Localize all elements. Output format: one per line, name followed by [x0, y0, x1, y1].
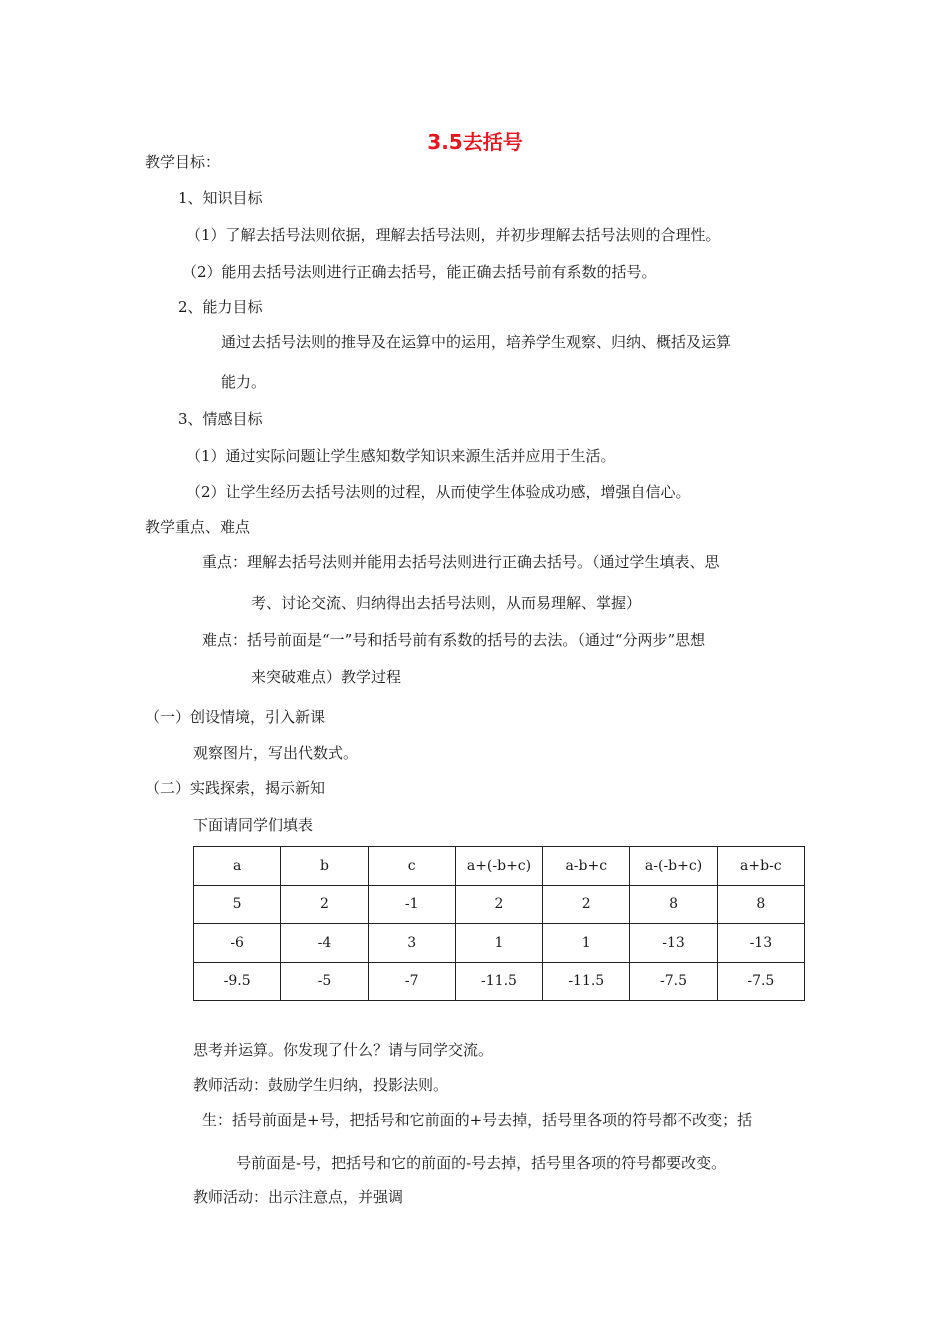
table-cell: -7	[368, 962, 455, 1001]
table-cell: -1	[368, 885, 455, 924]
table-cell: -7.5	[630, 962, 717, 1001]
ability-goal-text: 通过去括号法则的推导及在运算中的运用，培养学生观察、归纳、概括及运算	[221, 333, 732, 351]
difficult-point-text-continued: 来突破难点）教学过程	[251, 668, 402, 686]
table-row	[194, 924, 805, 963]
knowledge-goal-item: （1）了解去括号法则依据，理解去括号法则，并初步理解去括号法则的合理性。	[186, 226, 721, 244]
table-cell: 2	[543, 885, 630, 924]
table-header-cell: a-(-b+c)	[630, 847, 717, 886]
teacher-activity: 教师活动：出示注意点，并强调	[193, 1188, 404, 1206]
student-rule-text: 生：括号前面是+号，把括号和它前面的+号去掉，括号里各项的符号都不改变；括	[202, 1111, 753, 1129]
emotion-goal-item: （1）通过实际问题让学生感知数学知识来源生活并应用于生活。	[186, 447, 616, 465]
table-cell: -13	[630, 924, 717, 963]
fill-in-table	[193, 846, 805, 1001]
table-row	[194, 885, 805, 924]
page-title: 3.5去括号	[427, 130, 523, 154]
table-header-cell: a-b+c	[543, 847, 630, 886]
table-row	[194, 962, 805, 1001]
ability-goal-text-continued: 能力。	[221, 373, 267, 391]
emotion-goal-item: （2）让学生经历去括号法则的过程，从而使学生体验成功感，增强自信心。	[186, 483, 691, 501]
teacher-activity: 教师活动：鼓励学生归纳，投影法则。	[193, 1076, 449, 1094]
key-point-text: 重点：理解去括号法则并能用去括号法则进行正确去括号。（通过学生填表、思	[202, 553, 720, 571]
table-cell: -6	[194, 924, 281, 963]
table-cell: -11.5	[543, 962, 630, 1001]
ability-goal-heading: 2、能力目标	[178, 298, 263, 316]
emotion-goal-heading: 3、情感目标	[178, 410, 263, 428]
table-cell: 1	[455, 924, 542, 963]
section2-text: 下面请同学们填表	[193, 816, 314, 834]
table-cell: 3	[368, 924, 455, 963]
table-cell: 8	[630, 885, 717, 924]
difficult-point-text: 难点：括号前面是“一”号和括号前有系数的括号的去法。（通过“分两步”思想	[202, 631, 706, 649]
table-cell: 5	[194, 885, 281, 924]
table-cell: -13	[717, 924, 804, 963]
table-cell: -9.5	[194, 962, 281, 1001]
table-cell: 2	[281, 885, 368, 924]
knowledge-goal-heading: 1、知识目标	[178, 189, 263, 207]
table-cell: -11.5	[455, 962, 542, 1001]
table-header-cell: a+b-c	[717, 847, 804, 886]
table-header-cell: b	[281, 847, 368, 886]
table-cell: 8	[717, 885, 804, 924]
key-points-heading: 教学重点、难点	[145, 518, 251, 536]
table-header-cell: a+(-b+c)	[455, 847, 542, 886]
student-rule-text-continued: 号前面是-号，把括号和它的前面的-号去掉，括号里各项的符号都要改变。	[236, 1154, 727, 1172]
key-point-text-continued: 考、讨论交流、归纳得出去括号法则，从而易理解、掌握）	[251, 594, 642, 612]
section2-heading: （二）实践探索，揭示新知	[145, 779, 326, 797]
table-cell: 1	[543, 924, 630, 963]
table-header-cell: c	[368, 847, 455, 886]
table-cell: -7.5	[717, 962, 804, 1001]
table-header-row	[194, 847, 805, 886]
table-cell: -5	[281, 962, 368, 1001]
objectives-heading: 教学目标：	[145, 153, 221, 171]
think-prompt: 思考并运算。你发现了什么？请与同学交流。	[193, 1041, 494, 1059]
table-cell: 2	[455, 885, 542, 924]
table-header-cell: a	[194, 847, 281, 886]
section1-heading: （一）创设情境，引入新课	[145, 708, 326, 726]
knowledge-goal-item: （2）能用去括号法则进行正确去括号，能正确去括号前有系数的括号。	[182, 263, 657, 281]
table-cell: -4	[281, 924, 368, 963]
section1-text: 观察图片，写出代数式。	[193, 744, 359, 762]
